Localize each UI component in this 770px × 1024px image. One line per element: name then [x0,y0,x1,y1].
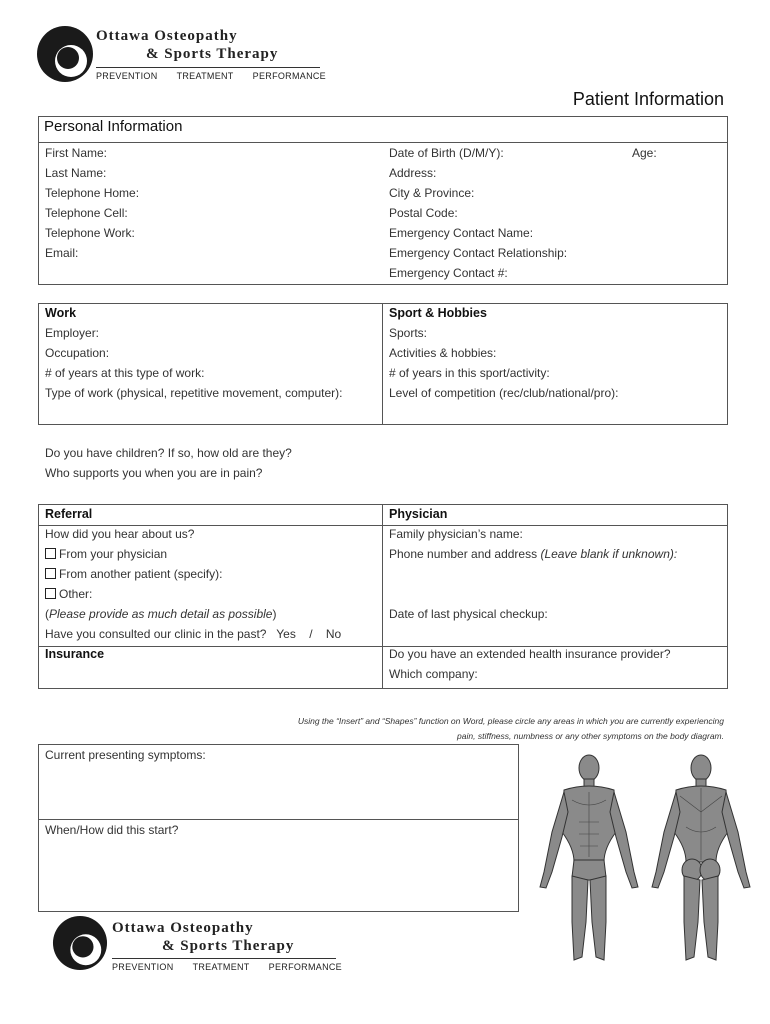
age-field[interactable]: Age: [632,146,657,160]
logo-mark-icon [52,914,108,972]
tagline-treatment: TREATMENT [192,962,250,972]
family-physician-field[interactable]: Family physician’s name: [389,527,523,541]
checkbox-physician[interactable] [45,548,56,559]
yes-option[interactable]: Yes [276,627,296,641]
insurance-heading: Insurance [45,647,105,661]
tagline-prevention: PREVENTION [96,71,158,81]
type-of-work-field[interactable]: Type of work (physical, repetitive movement, computer): [45,386,343,400]
sports-field[interactable]: Sports: [389,326,428,340]
date-of-birth-field[interactable]: Date of Birth (D/M/Y): [389,146,504,160]
checkbox-patient[interactable] [45,568,56,579]
option-physician[interactable]: From your physician [45,544,341,564]
email-field[interactable]: Email: [45,246,79,260]
children-question[interactable]: Do you have children? If so, how old are they? [45,446,292,460]
address-field[interactable]: Address: [389,166,437,180]
emergency-contact-relationship-field[interactable]: Emergency Contact Relationship: [389,246,568,260]
consulted-question[interactable]: Have you consulted our clinic in the past? Yes / No [45,627,342,641]
logo-tagline [112,962,342,972]
city-province-field[interactable]: City & Province: [389,186,475,200]
logo-tagline [96,71,326,81]
symptom-onset-field[interactable]: When/How did this start? [45,823,179,837]
personal-info-heading: Personal Information [44,118,183,135]
postal-code-field[interactable]: Postal Code: [389,206,458,220]
years-work-field[interactable]: # of years at this type of work: [45,366,205,380]
option-other[interactable]: Other: [45,584,341,604]
physician-heading: Physician [389,507,448,521]
personal-left-column [45,143,139,263]
telephone-cell-field[interactable]: Telephone Cell: [45,206,128,220]
no-option[interactable]: No [325,627,342,641]
header-logo [36,24,336,86]
referral-column [45,504,341,664]
emergency-contact-number-field[interactable]: Emergency Contact #: [389,266,508,280]
referral-heading: Referral [45,507,93,521]
logo-line2: & Sports Therapy [146,46,279,62]
sport-column [389,303,618,403]
last-checkup-field[interactable]: Date of last physical checkup: [389,607,548,621]
employer-field[interactable]: Employer: [45,326,100,340]
sport-heading: Sport & Hobbies [389,306,487,320]
body-front-diagram-icon[interactable] [534,752,644,972]
option-patient[interactable]: From another patient (specify): [45,564,341,584]
telephone-work-field[interactable]: Telephone Work: [45,226,135,240]
last-name-field[interactable]: Last Name: [45,166,107,180]
footer-logo [52,914,352,976]
family-questions [45,443,292,483]
insurance-provider-question[interactable]: Do you have an extended health insurance provider? [389,647,671,661]
emergency-contact-name-field[interactable]: Emergency Contact Name: [389,226,534,240]
competition-level-field[interactable]: Level of competition (rec/club/national/pro): [389,386,619,400]
work-heading: Work [45,306,77,320]
current-symptoms-field[interactable]: Current presenting symptoms: [45,748,206,762]
checkbox-other[interactable] [45,588,56,599]
telephone-home-field[interactable]: Telephone Home: [45,186,140,200]
work-column [45,303,342,403]
activities-field[interactable]: Activities & hobbies: [389,346,497,360]
logo-line1: Ottawa Osteopathy [112,920,254,936]
detail-note: (Please provide as much detail as possible) [45,607,277,621]
page-title: Patient Information [572,89,724,109]
years-sport-field[interactable]: # of years in this sport/activity: [389,366,550,380]
body-diagram-instructions: Using the “Insert” and “Shapes” function on Word, please circle any areas in which you are currently experiencing pain, stiffness, numbness or any other symptoms on the body diagram. [297,716,724,741]
logo-line2: & Sports Therapy [162,938,295,954]
physician-column [389,504,677,684]
tagline-prevention: PREVENTION [112,962,174,972]
tagline-performance: PERFORMANCE [268,962,342,972]
referral-question: How did you hear about us? [45,527,195,541]
logo-mark-icon [36,24,94,84]
tagline-treatment: TREATMENT [176,71,234,81]
personal-right-column [389,143,567,283]
logo-line1: Ottawa Osteopathy [96,28,238,44]
insurance-company-field[interactable]: Which company: [389,667,478,681]
support-question[interactable]: Who supports you when you are in pain? [45,466,263,480]
physician-phone-field[interactable]: Phone number and address (Leave blank if unknown): [389,547,678,561]
tagline-performance: PERFORMANCE [252,71,326,81]
body-back-diagram-icon[interactable] [646,752,756,972]
occupation-field[interactable]: Occupation: [45,346,110,360]
first-name-field[interactable]: First Name: [45,146,108,160]
